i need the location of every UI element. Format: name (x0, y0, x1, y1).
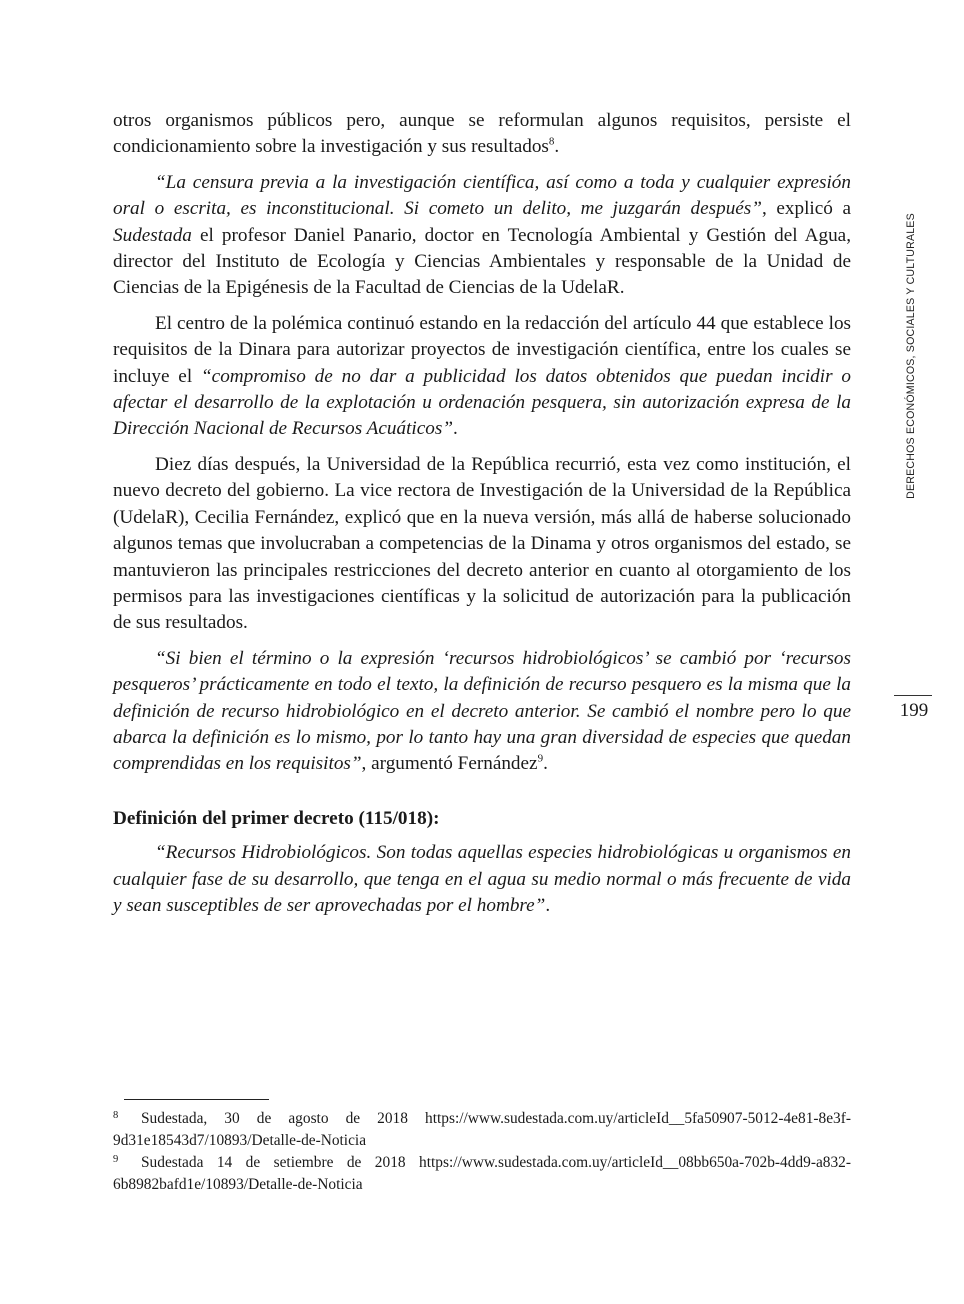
paragraph-1-text: otros organismos públicos pero, aunque se reformulan algunos requisitos, persiste el condicionamiento sobre la investigación y sus resultados (113, 110, 851, 158)
paragraph-2 (113, 170, 851, 302)
paragraph-5-tail: , argumentó Fernández (361, 753, 538, 775)
section-title: DERECHOS ECONÓMICOS, SOCIALES Y CULTURALES (905, 213, 917, 499)
footnotes (113, 1108, 851, 1196)
footnote-ref-9[interactable]: 9 (537, 752, 544, 765)
page-body (113, 108, 851, 928)
paragraph-2-tail: el profesor Daniel Panario, doctor en Tecnología Ambiental y Gestión del Agua, director del Instituto de Ecología y Ciencias Ambientales y responsable de la Unidad de Ciencias de la Epigénesis de la Facultad de Ciencias de la UdelaR. (113, 224, 851, 299)
paragraph-3 (113, 311, 851, 443)
footnote-text[interactable]: Sudestada, 30 de agosto de 2018 https://www.sudestada.com.uy/articleId__5fa50907-5012-4e81-8e3f-9d31e18543d7/10893/Detalle-de-Noticia (113, 1110, 851, 1149)
paragraph-1 (113, 108, 851, 161)
quote-fernandez: “Si bien el término o la expresión ‘recursos hidrobiológicos’ se cambió por ‘recursos pesqueros’ prácticamente en todo el texto, la definición de recurso pesquero es la misma que la definición de recurso hidrobiológico en el decreto anterior. Se cambió el nombre pero lo que abarca la definición es lo mismo, por lo tanto hay una gran diversidad de especies que quedan comprendidas en los requisitos” (113, 647, 851, 775)
paragraph-5-end: . (543, 753, 548, 775)
paragraph-4: Diez días después, la Universidad de la República recurrió, esta vez como institución, el nuevo decreto del gobierno. La vice rectora de Investigación de la Universidad de la República (UdelaR), Cecilia Fernández, explicó que en la nueva versión, más allá de haberse solucionado algunos temas que involucraban a competencias de la Dinama y otros organismos del estado, se mantuvieron las principales restricciones del decreto anterior en cuanto al otorgamiento de los permisos para las investigaciones científicas y la solicitud de autorización para la publicación de sus resultados. (113, 453, 851, 634)
source-name: Sudestada (113, 224, 192, 246)
paragraph-5 (113, 646, 851, 778)
footnote-text[interactable]: Sudestada 14 de setiembre de 2018 https://www.sudestada.com.uy/articleId__08bb650a-702b-4dd9-a832-6b8982bafd1e/10893/Detalle-de-Noticia (113, 1154, 851, 1193)
quote-article-44: “compromiso de no dar a publicidad los datos obtenidos que puedan incidir o afectar el desarrollo de la explotación u ordenación pesquera, sin autorización expresa de la Dirección Nacional de Recursos Acuáticos” (113, 365, 851, 440)
footnote-ref-8[interactable]: 8 (548, 136, 555, 149)
page-number-rule (894, 695, 932, 696)
page-number: 199 (899, 700, 929, 721)
footnote-divider (124, 1099, 269, 1100)
quote-definition: “Recursos Hidrobiológicos. Son todas aquellas especies hidrobiológicas u organismos en cualquier fase de su desarrollo, que tenga en el agua su medio normal o más frecuente de vida y sean susceptibles de ser aprovechadas por el hombre” (113, 842, 851, 916)
quote-panario: “La censura previa a la investigación científica, así como a toda y cualquier expresión oral o escrita, es inconstitucional. Si cometo un delito, me juzgarán después” (113, 171, 851, 220)
paragraph-6 (113, 840, 851, 919)
paragraph-3-text: El centro de la polémica continuó estando en la redacción del artículo 44 que establece los requisitos de la Dinara para autorizar proyectos de investigación científica, entre los cuales se incluye el (113, 312, 851, 387)
footnote-8: 8 Sudestada, 30 de agosto de 2018 https://www.sudestada.com.uy/articleId__5fa50907-5012-4e81-8e3f-9d31e18543d7/10893/Detalle-de-Noticia (113, 1110, 851, 1149)
paragraph-6-tail: . (545, 894, 551, 916)
section-side-tab (896, 200, 926, 512)
footnote-9: 9 Sudestada 14 de setiembre de 2018 https://www.sudestada.com.uy/articleId__08bb650a-702b-4dd9-a832-6b8982bafd1e/10893/Detalle-de-Noticia (113, 1154, 851, 1193)
paragraph-1-tail: . (554, 136, 560, 158)
section-heading: Definición del primer decreto (115/018): (113, 807, 440, 829)
paragraph-3-tail: . (453, 418, 458, 440)
paragraph-2-mid: , explicó a (761, 198, 851, 220)
